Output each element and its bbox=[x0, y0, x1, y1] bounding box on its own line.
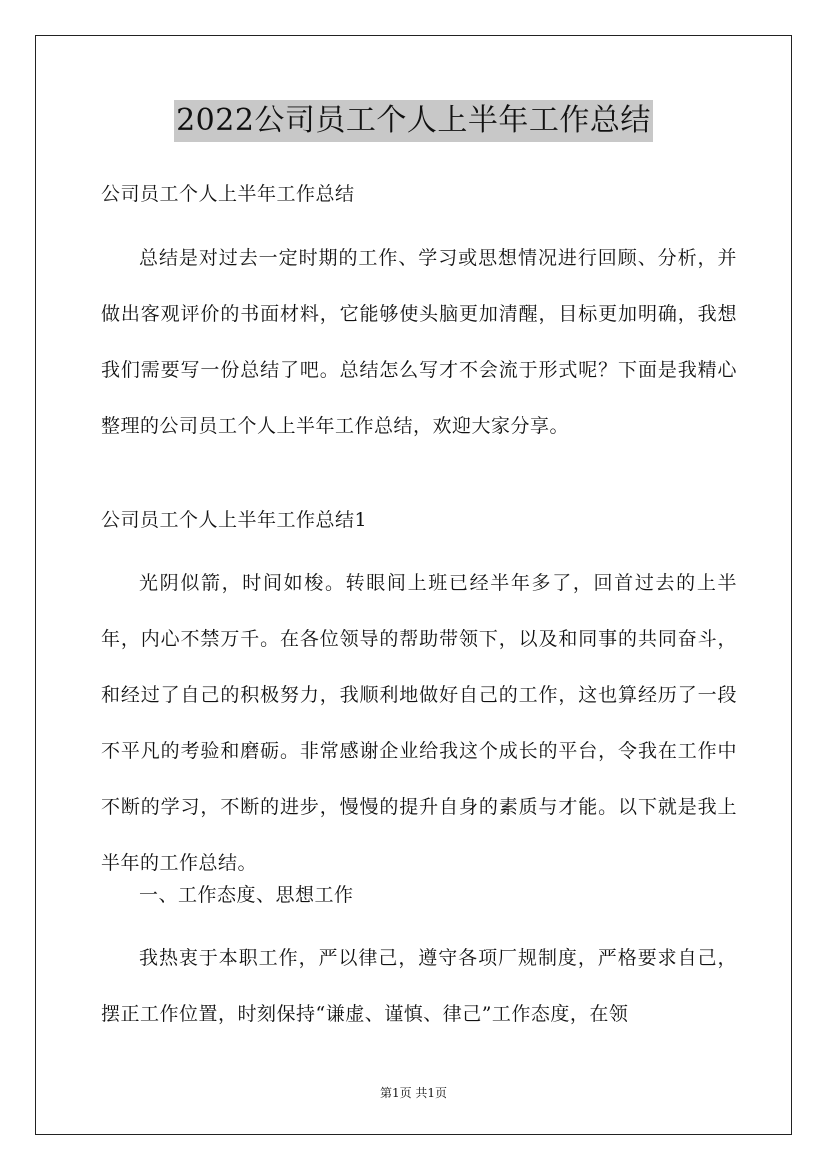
page-footer: 第1页 共1页 bbox=[379, 1086, 448, 1100]
body-paragraph-continued: 我热衷于本职工作，严以律己，遵守各项厂规制度，严格要求自己，摆正工作位置，时刻保持“谦虚、谨慎、律己”工作态度，在领 bbox=[101, 947, 737, 1025]
document-subtitle: 公司员工个人上半年工作总结 bbox=[101, 183, 355, 205]
intro-paragraph: 总结是对过去一定时期的工作、学习或思想情况进行回顾、分析，并做出客观评价的书面材料，它能够使头脑更加清醒，目标更加明确，我想我们需要写一份总结了吧。总结怎么写才不会流于形式呢？下面是我精心整理的公司员工个人上半年工作总结，欢迎大家分享。 bbox=[101, 247, 737, 437]
document-title: 2022公司员工个人上半年工作总结 bbox=[174, 100, 653, 142]
section-subheading: 一、工作态度、思想工作 bbox=[139, 884, 354, 906]
body-paragraph: 光阴似箭，时间如梭。转眼间上班已经半年多了，回首过去的上半年，内心不禁万千。在各位领导的帮助带领下，以及和同事的共同奋斗，和经过了自己的积极努力，我顺利地做好自己的工作，这也算经历了一段不平凡的考验和磨砺。非常感谢企业给我这个成长的平台，令我在工作中不断的学习，不断的进步，慢慢的提升自身的素质与才能。以下就是我上半年的工作总结。 bbox=[101, 572, 737, 874]
title-container bbox=[0, 100, 827, 142]
section-heading: 公司员工个人上半年工作总结1 bbox=[101, 509, 368, 531]
